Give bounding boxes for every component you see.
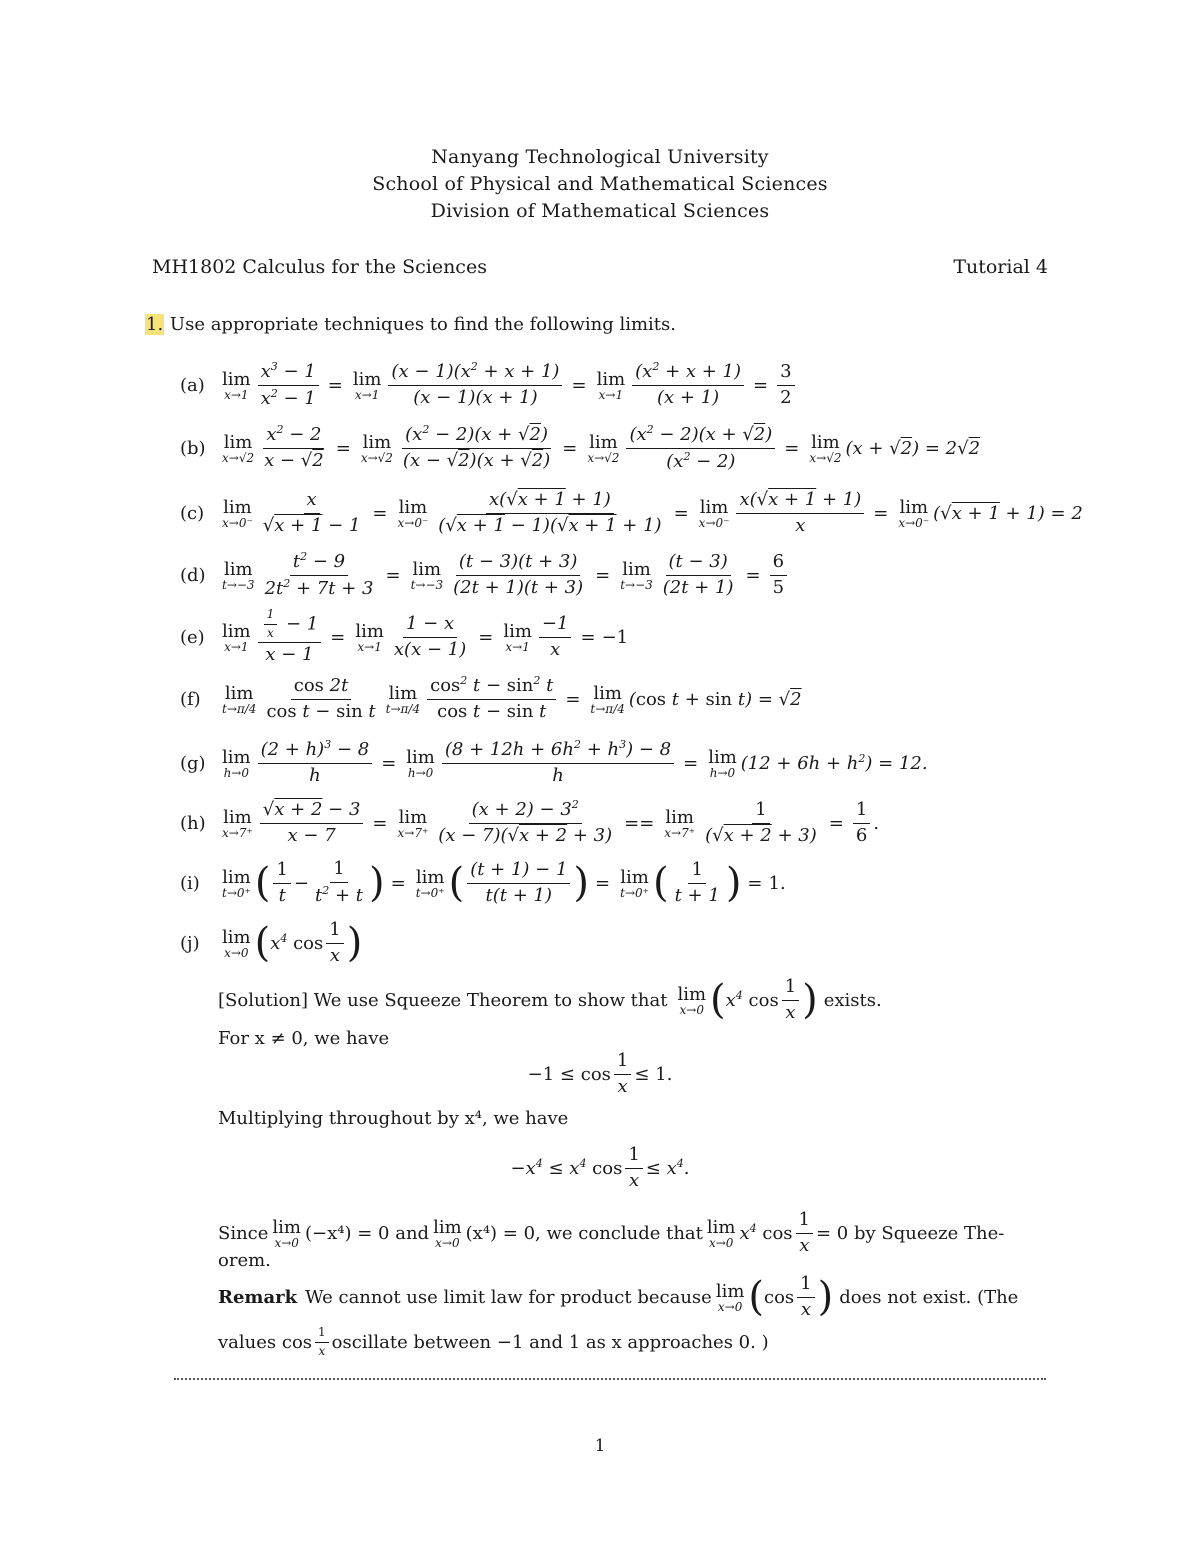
remark-line-2: values cos $\frac{1}{x}$ oscillate between −1 and 1 as x approaches 0. )	[218, 1325, 769, 1358]
inequality-1: −1 ≤ cos $\frac{1}{x}$ ≤ 1.	[527, 1049, 673, 1097]
school-name: School of Physical and Mathematical Sciences	[372, 173, 828, 195]
question-1	[145, 314, 676, 335]
inequality-2: $-x^4 \le x^4$ cos $\frac{1}{x}$ ≤ $x^4$.	[510, 1143, 690, 1191]
division-name: Division of Mathematical Sciences	[430, 200, 770, 222]
label-c: (c)	[180, 502, 205, 524]
problem-i: (i) lim t→0⁺ ( $\frac{1}{t}$ − $\frac{1}{t^2 + t}$ ) = lim t→0⁺ ( $\frac{(t + 1) - 1}{t(t + 1)}$ ) = lim t→0⁺ ( $\frac{1}{t + 1}$ ) = 1.	[180, 858, 786, 906]
label-j: (j)	[180, 932, 200, 954]
problem-b: (b) lim x→√2 $\frac{x^2 - 2}{x - √2}$ = lim x→√2 $\frac{(x^2 - 2)(x + √2)}{(x - √2)(x + √2)}$ = lim x→√2 $\frac{(x^2 - 2)(x + √2)}{(x^2 - 2)}$ = lim x→√2 (x + √2) = 2√2	[180, 422, 981, 472]
conclusion-line: Since lim x→0 (−x⁴) = 0 and lim x→0 (x⁴) = 0, we conclude that lim x→0 $x^4$ cos $\frac{1}{x}$ = 0 by Squeeze The-	[218, 1208, 1005, 1256]
problem-a: (a) lim x→1 $\frac{x^3 - 1}{x^2 - 1}$ = lim x→1 $\frac{(x - 1)(x^2 + x + 1)}{(x - 1)(x + 1)}$ = lim x→1 $\frac{(x^2 + x + 1)}{(x + 1)}$ = $\frac{3}{2}$	[180, 357, 798, 413]
remark-line: Remark We cannot use limit law for product because lim x→0 ( cos $\frac{1}{x}$ ) does not exist. (The	[218, 1272, 1019, 1320]
problem-j: (j) lim x→0 ( $x^4$ cos $\frac{1}{x}$ )	[180, 918, 363, 966]
question-number: 1.	[146, 314, 164, 335]
for-x-line: For x ≠ 0, we have	[218, 1028, 390, 1049]
solution-intro: [Solution] We use Squeeze Theorem to show that lim x→0 ( $x^4$ cos $\frac{1}{x}$ ) exists.	[218, 975, 882, 1023]
problem-e: (e) lim x→1 $\frac{1}{x}$ − 1 x − 1 = lim x→1 $\frac{1 - x}{x(x - 1)}$ = lim x→1 $\frac{-1}{x}$ = −1	[180, 606, 629, 666]
university-name: Nanyang Technological University	[431, 146, 769, 168]
question-prompt: Use appropriate techniques to find the following limits.	[169, 314, 676, 335]
label-d: (d)	[180, 564, 206, 586]
problem-h: (h) lim x→7⁺ $\frac{√x + 2 - 3}{x - 7}$ = lim x→7⁺ $\frac{(x + 2) - 3^2}{(x - 7)(√x + 2 + 3)}$ == lim x→7⁺ $\frac{1}{(√x + 2 + 3)}$ = $\frac{1}{6}$ .	[180, 798, 879, 846]
separator-dotted-line	[174, 1378, 1046, 1380]
label-b: (b)	[180, 437, 206, 459]
page-number: 1	[594, 1436, 606, 1456]
problem-f: (f) lim t→π/4 $\frac{\cos 2t}{\text{cos t − sin t}}$ lim t→π/4 $\frac{\cos^2 t - \sin^2 t}{\text{cos t − sin t}}$ = lim t→π/4 (cos t + sin t) = √2	[180, 674, 802, 722]
multiply-line: Multiplying throughout by x⁴, we have	[218, 1108, 569, 1129]
problem-c: (c) lim x→0⁻ $\frac{x}{√x + 1 - 1}$ = lim x→0⁻ $\frac{x(√x + 1 + 1)}{(√x + 1 - 1)(√x + 1 + 1)}$ = lim x→0⁻ $\frac{x(√x + 1 + 1)}{x}$ = lim x→0⁻ (√x + 1 + 1) = 2	[180, 488, 1083, 536]
remark-label: Remark	[218, 1286, 298, 1308]
label-i: (i)	[180, 872, 200, 894]
problem-g: (g) lim h→0 $\frac{(2 + h)^3 - 8}{h}$ = lim h→0 $\frac{(8 + 12h + 6h^2 + h^3) - 8}{h}$ = lim h→0 $(12 + 6h + h^2) = 12$.	[180, 738, 928, 786]
conclusion-line-2: orem.	[218, 1250, 271, 1271]
label-e: (e)	[180, 626, 205, 648]
label-f: (f)	[180, 688, 201, 710]
label-a: (a)	[180, 374, 205, 396]
problem-d: (d) lim t→−3 $\frac{t^2 - 9}{2t^2 + 7t + 3}$ = lim t→−3 $\frac{(t - 3)(t + 3)}{(2t + 1)(t + 3)}$ = lim t→−3 $\frac{(t - 3)}{(2t + 1)}$ = $\frac{6}{5}$	[180, 547, 790, 603]
course-title: MH1802 Calculus for the Sciences	[152, 256, 487, 278]
label-g: (g)	[180, 752, 206, 774]
tutorial-number: Tutorial 4	[953, 256, 1048, 278]
label-h: (h)	[180, 812, 206, 834]
